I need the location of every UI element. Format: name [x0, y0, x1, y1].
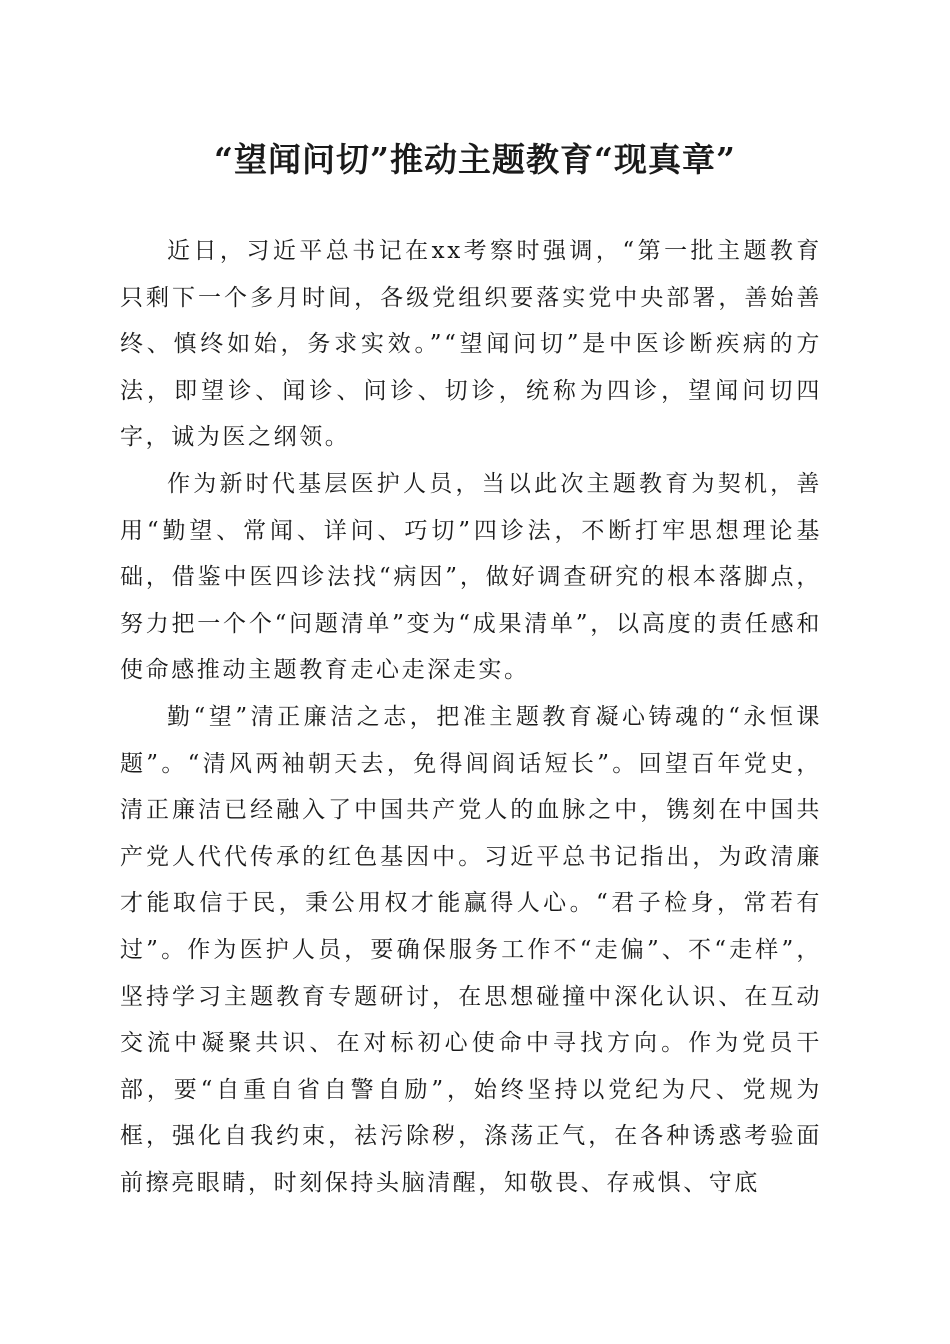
paragraph-context: 作为新时代基层医护人员，当以此次主题教育为契机，善用“勤望、常闻、详问、巧切”四诊法，不断打牢思想理论基础，借鉴中医四诊法找“病因”，做好调查研究的根本落脚点，努力把一个个“问题清单”变为“成果清单”，以高度的责任感和使命感推动主题教育走心走深走实。	[120, 470, 822, 684]
paragraph-intro: 近日，习近平总书记在xx考察时强调，“第一批主题教育只剩下一个多月时间，各级党组织要落实党中央部署，善始善终、慎终如始，务求实效。”“望闻问切”是中医诊断疾病的方法，即望诊、闻诊、问诊、切诊，统称为四诊，望闻问切四字，诚为医之纲领。	[120, 238, 822, 451]
document-body	[120, 228, 822, 1206]
document-title: “望闻问切”推动主题教育“现真章”	[214, 140, 736, 179]
paragraph-diligent-look: 勤“望”清正廉洁之志，把准主题教育凝心铸魂的“永恒课题”。“清风两袖朝天去，免得闾阎话短长”。回望百年党史，清正廉洁已经融入了中国共产党人的血脉之中，镌刻在中国共产党人代代传承的红色基因中。习近平总书记指出，为政清廉才能取信于民，秉公用权才能赢得人心。“君子检身，常若有过”。作为医护人员，要确保服务工作不“走偏”、不“走样”，坚持学习主题教育专题研讨，在思想碰撞中深化认识、在互动交流中凝聚共识、在对标初心使命中寻找方向。作为党员干部，要“自重自省自警自励”，始终坚持以党纪为尺、党规为框，强化自我约束，祛污除秽，涤荡正气，在各种诱惑考验面前擦亮眼睛，时刻保持头脑清醒，知敬畏、存戒惧、守底	[120, 703, 822, 1196]
